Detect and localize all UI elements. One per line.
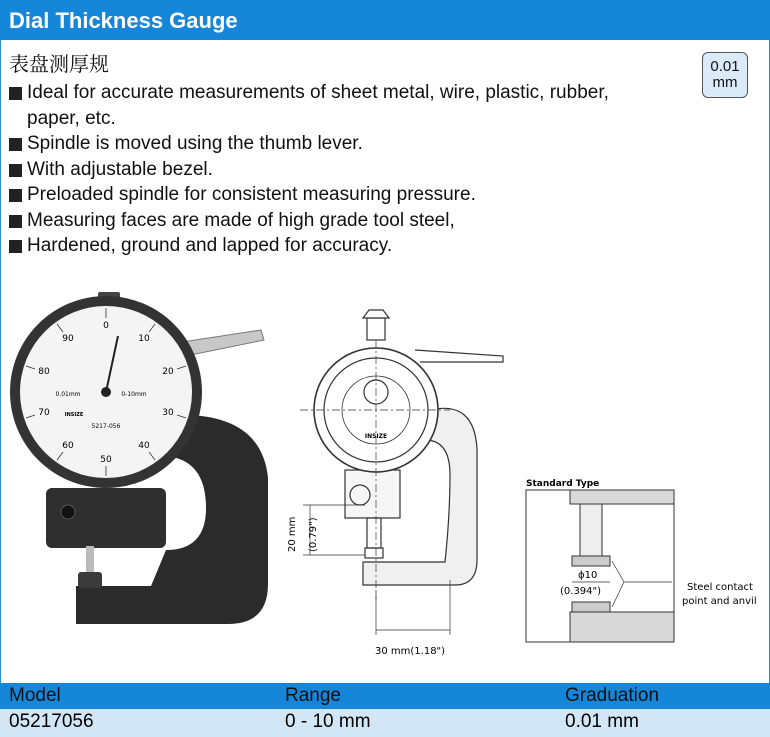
technical-drawing [285, 290, 520, 660]
dial-number: 80 [38, 367, 50, 377]
drawing-stem [367, 318, 385, 340]
title-bar [0, 0, 770, 40]
dial-label: 0-10mm [121, 391, 147, 398]
feature-item: Preloaded spindle for consistent measuring pressure. [9, 182, 649, 208]
dial-number: 10 [138, 334, 150, 344]
header-model: Model [9, 685, 61, 706]
graduation-badge [702, 52, 748, 98]
feature-item: Hardened, ground and lapped for accuracy. [9, 233, 649, 259]
feature-item: With adjustable bezel. [9, 157, 649, 183]
feature-item: Measuring faces are made of high grade tool steel, [9, 208, 649, 234]
table-header-row [0, 683, 770, 709]
dial-number: 70 [38, 408, 50, 418]
product-photo [6, 288, 278, 634]
cell-model: 05217056 [9, 711, 94, 732]
header-range: Range [285, 685, 341, 706]
brand-logo: INSIZE [64, 412, 84, 418]
spec-table [0, 683, 770, 737]
dial-number: 0 [103, 321, 109, 331]
dial-number: 20 [162, 367, 174, 377]
spindle-nut [78, 572, 102, 588]
standard-type-detail [522, 474, 767, 646]
lock-screw-icon [61, 505, 75, 519]
detail-label: Standard Type [526, 479, 600, 489]
drawing-lever [415, 350, 503, 362]
drawing-logo: INSIZE [364, 433, 388, 440]
depth-dimension-in: (0.79") [308, 517, 319, 552]
dial-number: 40 [138, 441, 150, 451]
feature-item: Spindle is moved using the thumb lever. [9, 131, 649, 157]
cell-range: 0 - 10 mm [285, 711, 371, 732]
dial-number: 60 [62, 441, 74, 451]
dial-number: 30 [162, 408, 174, 418]
table-row [0, 709, 770, 737]
chinese-subtitle: 表盘测厚规 [9, 52, 109, 76]
badge-value: 0.01 [710, 58, 740, 75]
contact-diameter-in: (0.394") [560, 586, 602, 597]
dial-label: 0.01mm [55, 391, 81, 398]
feature-item: Ideal for accurate measurements of sheet metal, wire, plastic, rubber, paper, etc. [9, 80, 649, 131]
callout-line-2: point and anvil [682, 596, 757, 607]
dial-number: 50 [100, 455, 112, 465]
spindle [86, 546, 94, 576]
width-dimension: 30 mm(1.18") [375, 646, 446, 657]
callout-line-1: Steel contact [687, 582, 753, 593]
dial-number: 90 [62, 334, 74, 344]
badge-unit: mm [712, 74, 738, 91]
depth-dimension-mm: 20 mm [287, 516, 298, 552]
dial-hub [101, 387, 111, 397]
contact-diameter-mm: ϕ10 [578, 570, 598, 581]
cell-graduation: 0.01 mm [565, 711, 639, 732]
page-title: Dial Thickness Gauge [9, 8, 238, 33]
feature-list [9, 80, 649, 259]
dial-label: 5217-056 [91, 423, 121, 430]
header-graduation: Graduation [565, 685, 660, 706]
